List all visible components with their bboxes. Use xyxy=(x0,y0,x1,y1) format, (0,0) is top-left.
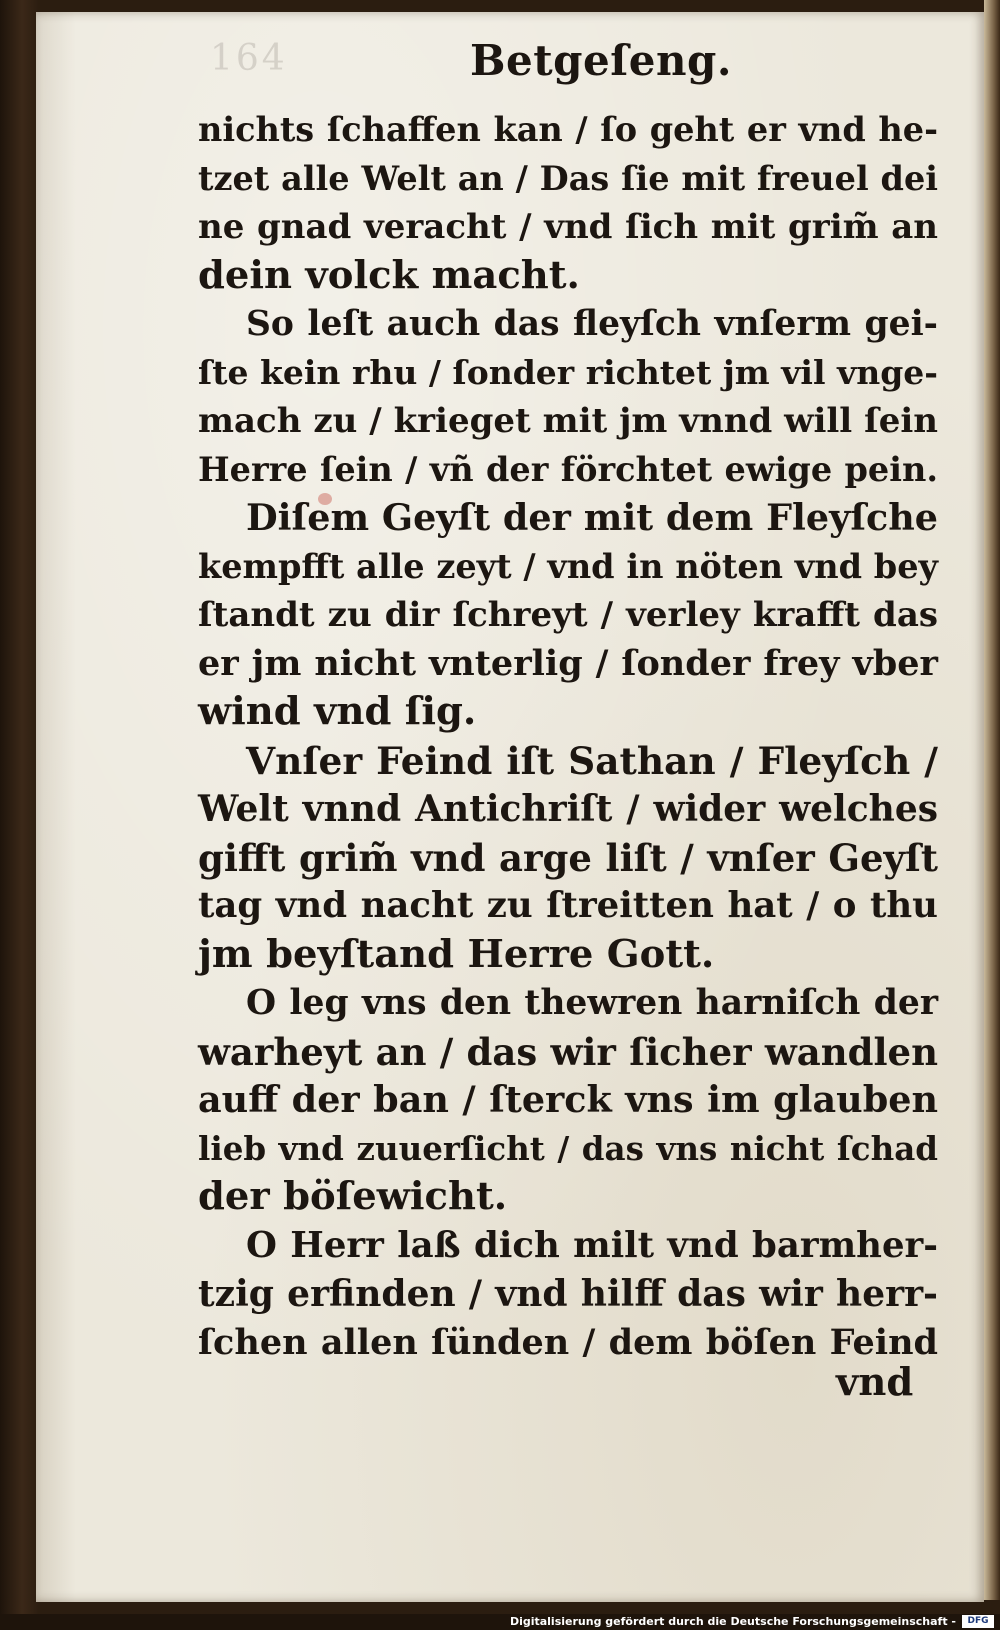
text-line: gifft grim̃ vnd arge liſt / vnſer Geyſt xyxy=(198,835,938,880)
text-line: lieb vnd zuuerſicht / das vns nicht ſchad xyxy=(198,1128,938,1168)
text-line: Diſem Geyſt der mit dem Fleyſche xyxy=(246,496,938,539)
text-line: er jm nicht vnterlig / ſonder frey vber xyxy=(198,642,938,684)
catchword: vnd xyxy=(836,1360,914,1405)
text-block xyxy=(198,106,938,1367)
text-line: ſtandt zu dir ſchreyt / verley krafft das xyxy=(198,595,938,635)
text-line: ſchen allen ſünden / dem böſen Feind xyxy=(198,1321,938,1363)
text-line: Vnſer Feind iſt Sathan / Fleyſch / xyxy=(246,738,938,783)
text-line: wind vnd ſig. xyxy=(198,689,477,734)
text-line: ſte kein rhu / ſonder richtet jm vil vnge- xyxy=(198,352,938,392)
text-line: ne gnad veracht / vnd ſich mit grim̃ an xyxy=(198,207,938,247)
text-line: tzet alle Welt an / Das ſie mit freuel dei xyxy=(198,158,938,198)
text-line: auff der ban / ſterck vns im glauben xyxy=(198,1078,938,1121)
footer-credit: Digitalisierung gefördert durch die Deutsche Forschungsgemeinschaft - xyxy=(509,1615,956,1628)
text-line: O leg vns den thewren harniſch der xyxy=(246,983,938,1023)
text-line: O Herr laß dich milt vnd barmher- xyxy=(246,1224,938,1266)
text-line: nichts ſchaffen kan / ſo geht er vnd he- xyxy=(198,110,938,149)
dfg-logo: DFG xyxy=(962,1615,994,1628)
text-line: der böſewicht. xyxy=(198,1174,508,1219)
text-line: tag vnd nacht zu ſtreitten hat / o thu xyxy=(198,885,938,926)
page-edge xyxy=(984,0,1000,1600)
text-line: warheyt an / das wir ſicher wandlen xyxy=(198,1029,938,1074)
text-line: mach zu / krieget mit jm vnnd will ſein xyxy=(198,401,938,441)
text-line: tzig erfinden / vnd hilff das wir herr- xyxy=(198,1273,938,1315)
text-line: Welt vnnd Antichriſt / wider welches xyxy=(198,788,938,830)
text-line: So leſt auch das fleyſch vnſerm gei- xyxy=(246,304,938,344)
text-line: dein volck macht. xyxy=(198,252,580,298)
text-line: kempfft alle zeyt / vnd in nöten vnd bey xyxy=(198,546,938,586)
bleed-through-mark: 164 xyxy=(210,38,288,79)
text-line: jm beyſtand Herre Gott. xyxy=(198,931,715,977)
text-line: Herre ſein / vñ der förchtet ewige pein. xyxy=(198,449,938,489)
running-header: Betgeſeng. xyxy=(470,36,733,85)
